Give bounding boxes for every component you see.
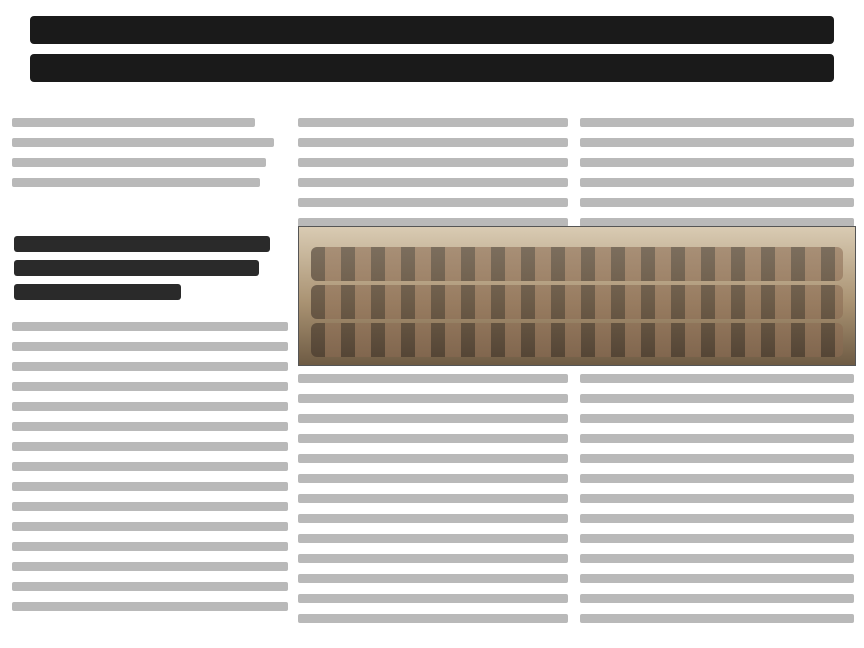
column-2-lower: [298, 374, 568, 634]
group-photo: [298, 226, 856, 366]
column-1-lower: [12, 322, 288, 622]
headline-line-1: [30, 16, 834, 44]
column-3-lower: [580, 374, 854, 634]
column-1: [12, 118, 288, 198]
headline-line-2: [30, 54, 834, 82]
headline: [10, 6, 854, 110]
subheading: [8, 228, 286, 312]
